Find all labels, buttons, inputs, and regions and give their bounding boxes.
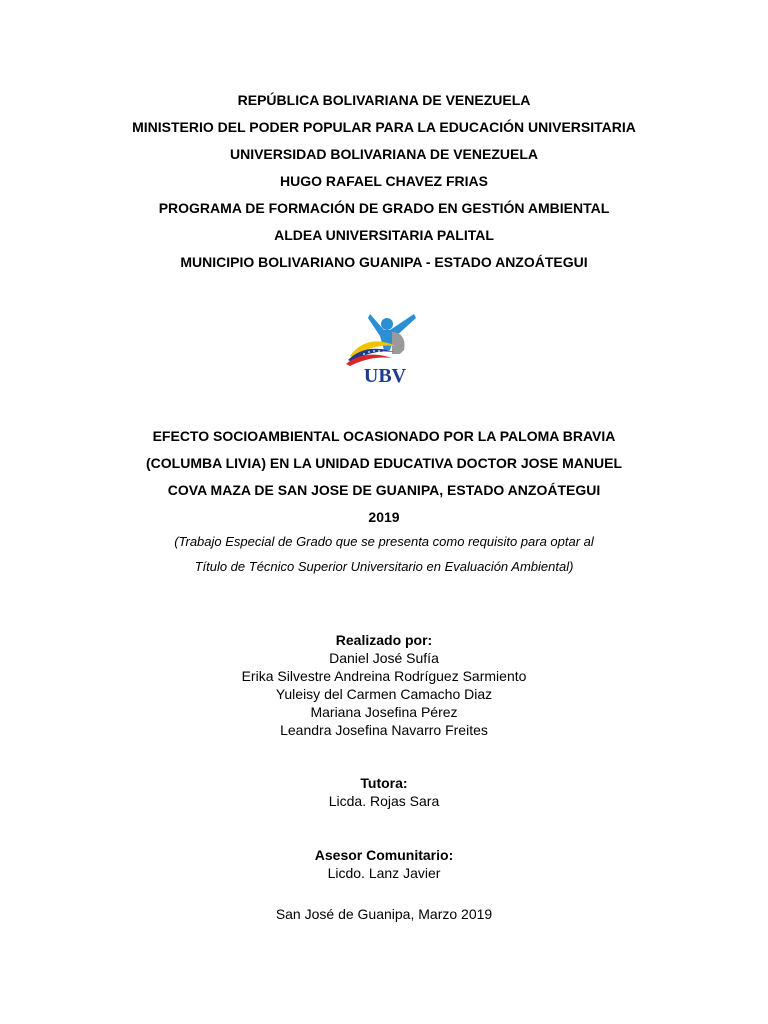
tutor-name: Licda. Rojas Sara <box>328 793 440 809</box>
authors-label: Realizado por: <box>335 632 433 648</box>
logo-text: UBV <box>363 365 407 386</box>
ubv-logo <box>344 310 426 386</box>
author-name: Daniel José Sufía <box>329 650 439 666</box>
subtitle-line-1: (Trabajo Especial de Grado que se presenta como requisito para optar al <box>174 534 594 549</box>
header-line-6: ALDEA UNIVERSITARIA PALITAL <box>274 227 494 243</box>
advisor-name: Licdo. Lanz Javier <box>327 865 441 881</box>
subtitle-line-2: Título de Técnico Superior Universitario en Evaluación Ambiental) <box>194 559 574 574</box>
author-name: Leandra Josefina Navarro Freites <box>280 722 488 738</box>
header-line-4: HUGO RAFAEL CHAVEZ FRIAS <box>280 173 488 189</box>
header-line-7: MUNICIPIO BOLIVARIANO GUANIPA - ESTADO ANZOÁTEGUI <box>180 254 588 270</box>
logo-profile <box>392 332 405 354</box>
author-name: Erika Silvestre Andreina Rodríguez Sarmiento <box>241 668 527 684</box>
tutor-label: Tutora: <box>360 775 408 791</box>
place-date: San José de Guanipa, Marzo 2019 <box>275 906 493 922</box>
advisor-label: Asesor Comunitario: <box>314 847 454 863</box>
header-line-5: PROGRAMA DE FORMACIÓN DE GRADO EN GESTIÓN AMBIENTAL <box>158 200 610 216</box>
author-name: Mariana Josefina Pérez <box>310 704 458 720</box>
title-line-1: EFECTO SOCIOAMBIENTAL OCASIONADO POR LA PALOMA BRAVIA <box>152 428 616 444</box>
logo-figure-head <box>381 318 393 330</box>
title-year: 2019 <box>368 509 400 525</box>
title-line-3: COVA MAZA DE SAN JOSE DE GUANIPA, ESTADO ANZOÁTEGUI <box>167 482 601 498</box>
title-line-2: (COLUMBA LIVIA) EN LA UNIDAD EDUCATIVA DOCTOR JOSE MANUEL <box>146 455 622 471</box>
header-line-3: UNIVERSIDAD BOLIVARIANA DE VENEZUELA <box>229 146 539 162</box>
header-line-2: MINISTERIO DEL PODER POPULAR PARA LA EDUCACIÓN UNIVERSITARIA <box>132 119 636 135</box>
header-line-1: REPÚBLICA BOLIVARIANA DE VENEZUELA <box>237 92 531 108</box>
author-name: Yuleisy del Carmen Camacho Diaz <box>275 686 493 702</box>
